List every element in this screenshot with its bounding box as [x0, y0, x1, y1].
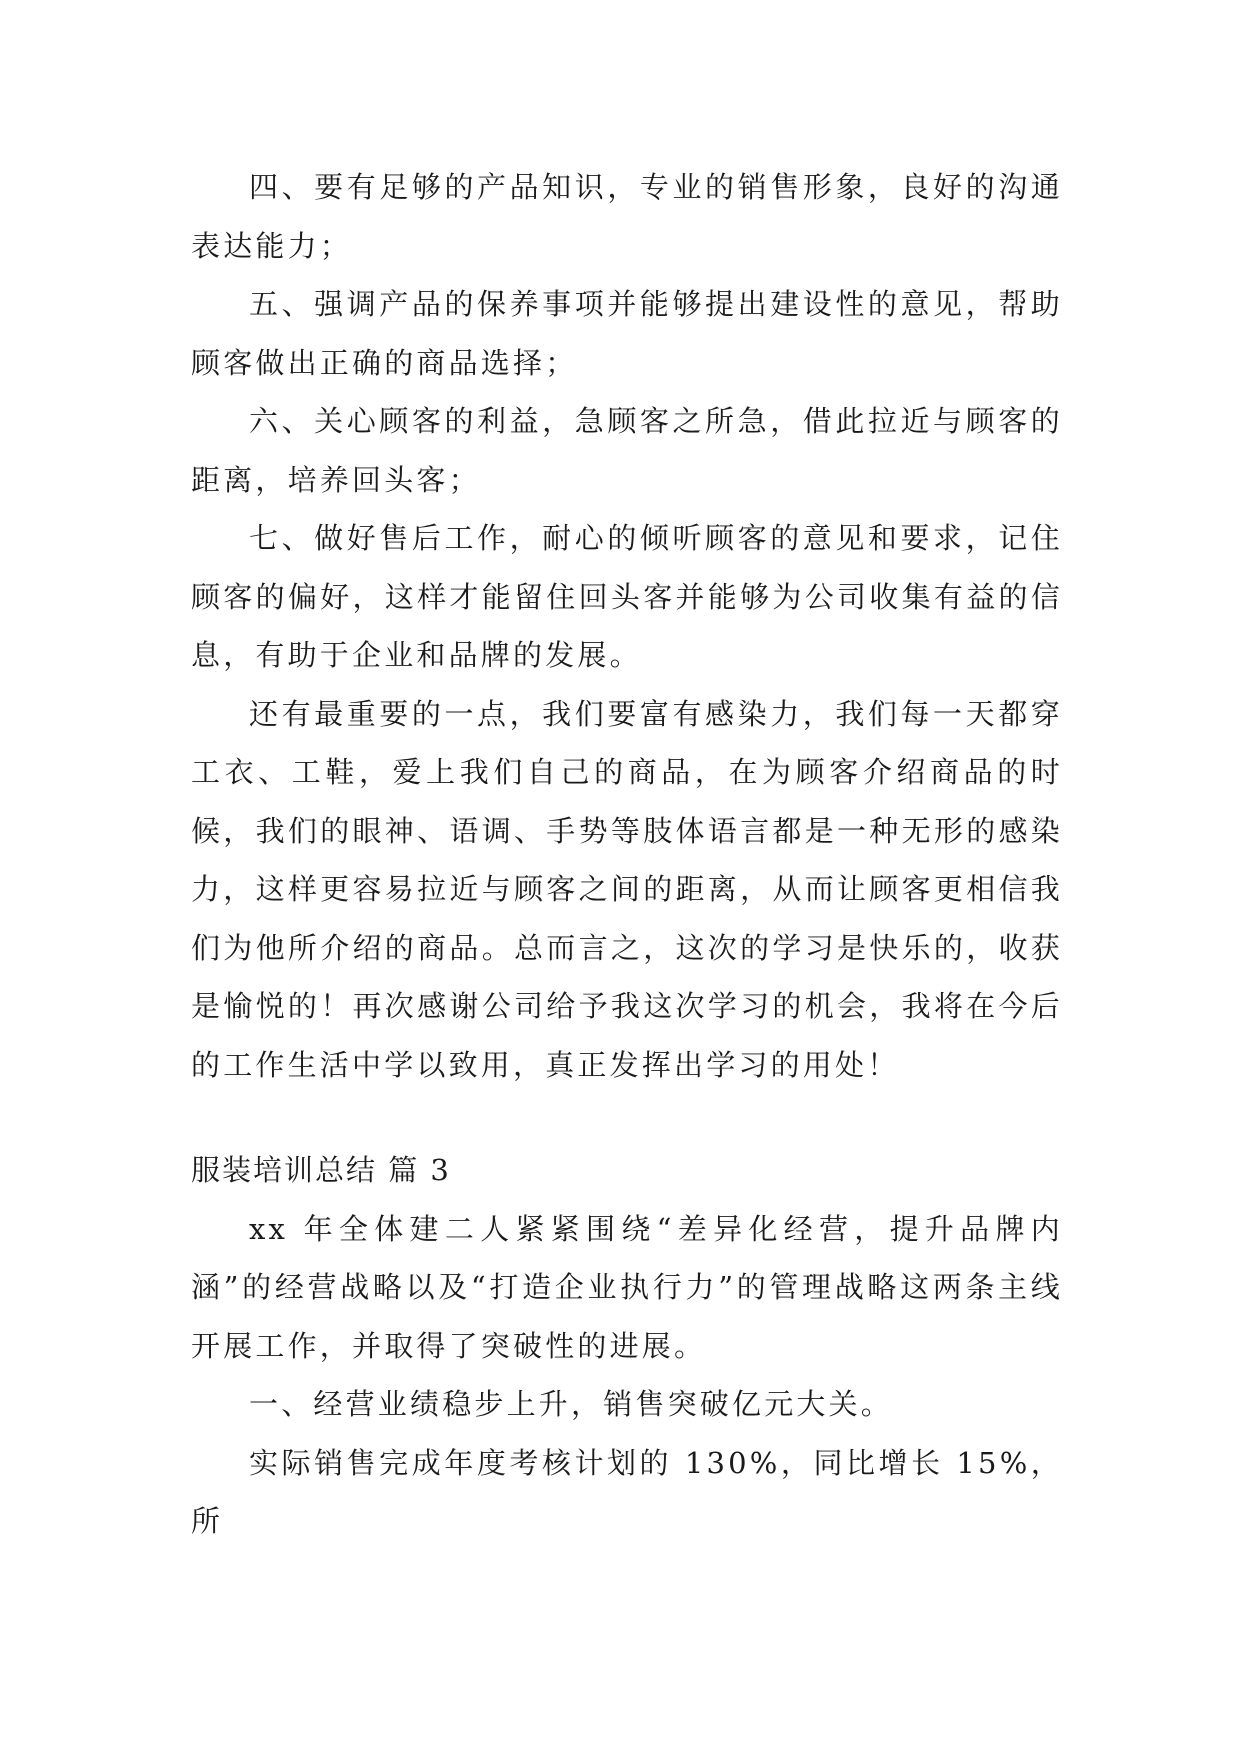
paragraph-item-1: 一、经营业绩稳步上升，销售突破亿元大关。 [249, 1387, 894, 1421]
document-body [191, 158, 1063, 1551]
paragraph-item-4: 四、要有足够的产品知识，专业的销售形象，良好的沟通表达能力； [191, 170, 1063, 263]
paragraph-closing: 还有最重要的一点，我们要富有感染力，我们每一天都穿工衣、工鞋，爱上我们自己的商品，在为顾客介绍商品的时候，我们的眼神、语调、手势等肢体语言都是一种无形的感染力，这样更容易拉近与顾客之间的距离，从而让顾客更相信我们为他所介绍的商品。总而言之，这次的学习是快乐的，收获是愉悦的！再次感谢公司给予我这次学习的机会，我将在今后的工作生活中学以致用，真正发挥出学习的用处！ [191, 696, 1063, 1082]
paragraph-item-5: 五、强调产品的保养事项并能够提出建设性的意见，帮助顾客做出正确的商品选择； [191, 287, 1063, 380]
paragraph-item-7: 七、做好售后工作，耐心的倾听顾客的意见和要求，记住顾客的偏好，这样才能留住回头客并能够为公司收集有益的信息，有助于企业和品牌的发展。 [191, 521, 1063, 672]
paragraph-sales: 实际销售完成年度考核计划的 130%，同比增长 15%，所 [191, 1445, 1063, 1538]
paragraph-item-6: 六、关心顾客的利益，急顾客之所急，借此拉近与顾客的距离，培养回头客； [191, 404, 1063, 497]
section-heading: 服装培训总结 篇 3 [191, 1153, 451, 1187]
paragraph-intro: xx 年全体建二人紧紧围绕“差异化经营，提升品牌内涵”的经营战略以及“打造企业执行力”的管理战略这两条主线开展工作，并取得了突破性的进展。 [191, 1211, 1064, 1363]
